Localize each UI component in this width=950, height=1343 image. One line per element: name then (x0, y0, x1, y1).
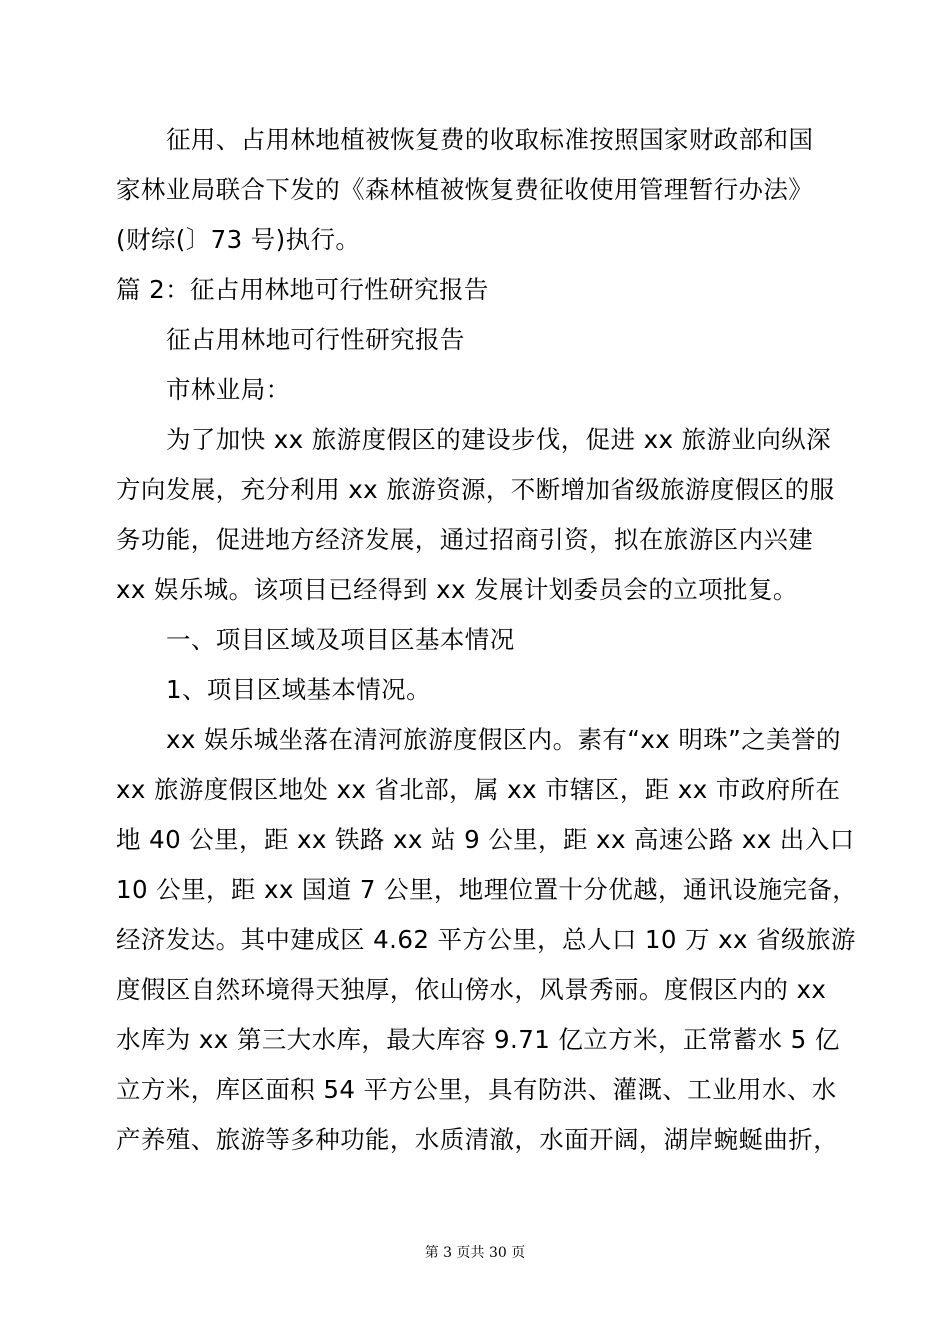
text-line-21: 产养殖、旅游等多种功能，水质清澈，水面开阔，湖岸蜿蜒曲折， (116, 1125, 839, 1154)
text-line-16: 10 公里，距 xx 国道 7 公里，地理位置十分优越，通讯设施完备， (116, 875, 858, 904)
report-title: 征占用林地可行性研究报告 (166, 325, 465, 354)
text-line-8: 方向发展，充分利用 xx 旅游资源，不断增加省级旅游度假区的服 (116, 475, 835, 504)
text-line-10: xx 娱乐城。该项目已经得到 xx 发展计划委员会的立项批复。 (116, 575, 798, 604)
subsection-heading-1-1: 1、项目区域基本情况。 (166, 675, 431, 704)
text-line-3: (财综(〕73 号)执行。 (116, 225, 361, 254)
text-line-7: 为了加快 xx 旅游度假区的建设步伐，促进 xx 旅游业向纵深 (166, 425, 832, 454)
text-line-1: 征用、占用林地植被恢复费的收取标准按照国家财政部和国 (166, 125, 814, 154)
page-number-footer: 第 3 页共 30 页 (424, 1245, 526, 1261)
text-line-18: 度假区自然环境得天独厚，依山傍水，风景秀丽。度假区内的 xx (116, 975, 827, 1004)
section-heading-2: 篇 2：征占用林地可行性研究报告 (116, 275, 489, 304)
text-line-17: 经济发达。其中建成区 4.62 平方公里，总人口 10 万 xx 省级旅游 (116, 925, 856, 954)
text-line-9: 务功能，促进地方经济发展，通过招商引资，拟在旅游区内兴建 (116, 525, 814, 554)
text-line-19: 水库为 xx 第三大水库，最大库容 9.71 亿立方米，正常蓄水 5 亿 (116, 1025, 840, 1054)
text-line-14: xx 旅游度假区地处 xx 省北部，属 xx 市辖区，距 xx 市政府所在 (116, 775, 841, 804)
recipient: 市林业局： (166, 375, 291, 404)
text-line-13: xx 娱乐城坐落在清河旅游度假区内。素有“xx 明珠”之美誉的 (166, 725, 841, 754)
text-line-20: 立方米，库区面积 54 平方公里，具有防洪、灌溉、工业用水、水 (116, 1075, 837, 1104)
text-line-15: 地 40 公里，距 xx 铁路 xx 站 9 公里，距 xx 高速公路 xx 出入口 (116, 825, 855, 854)
subsection-heading-1: 一、项目区域及项目区基本情况 (166, 625, 515, 654)
text-line-2: 家林业局联合下发的《森林植被恢复费征收使用管理暂行办法》 (116, 175, 814, 204)
